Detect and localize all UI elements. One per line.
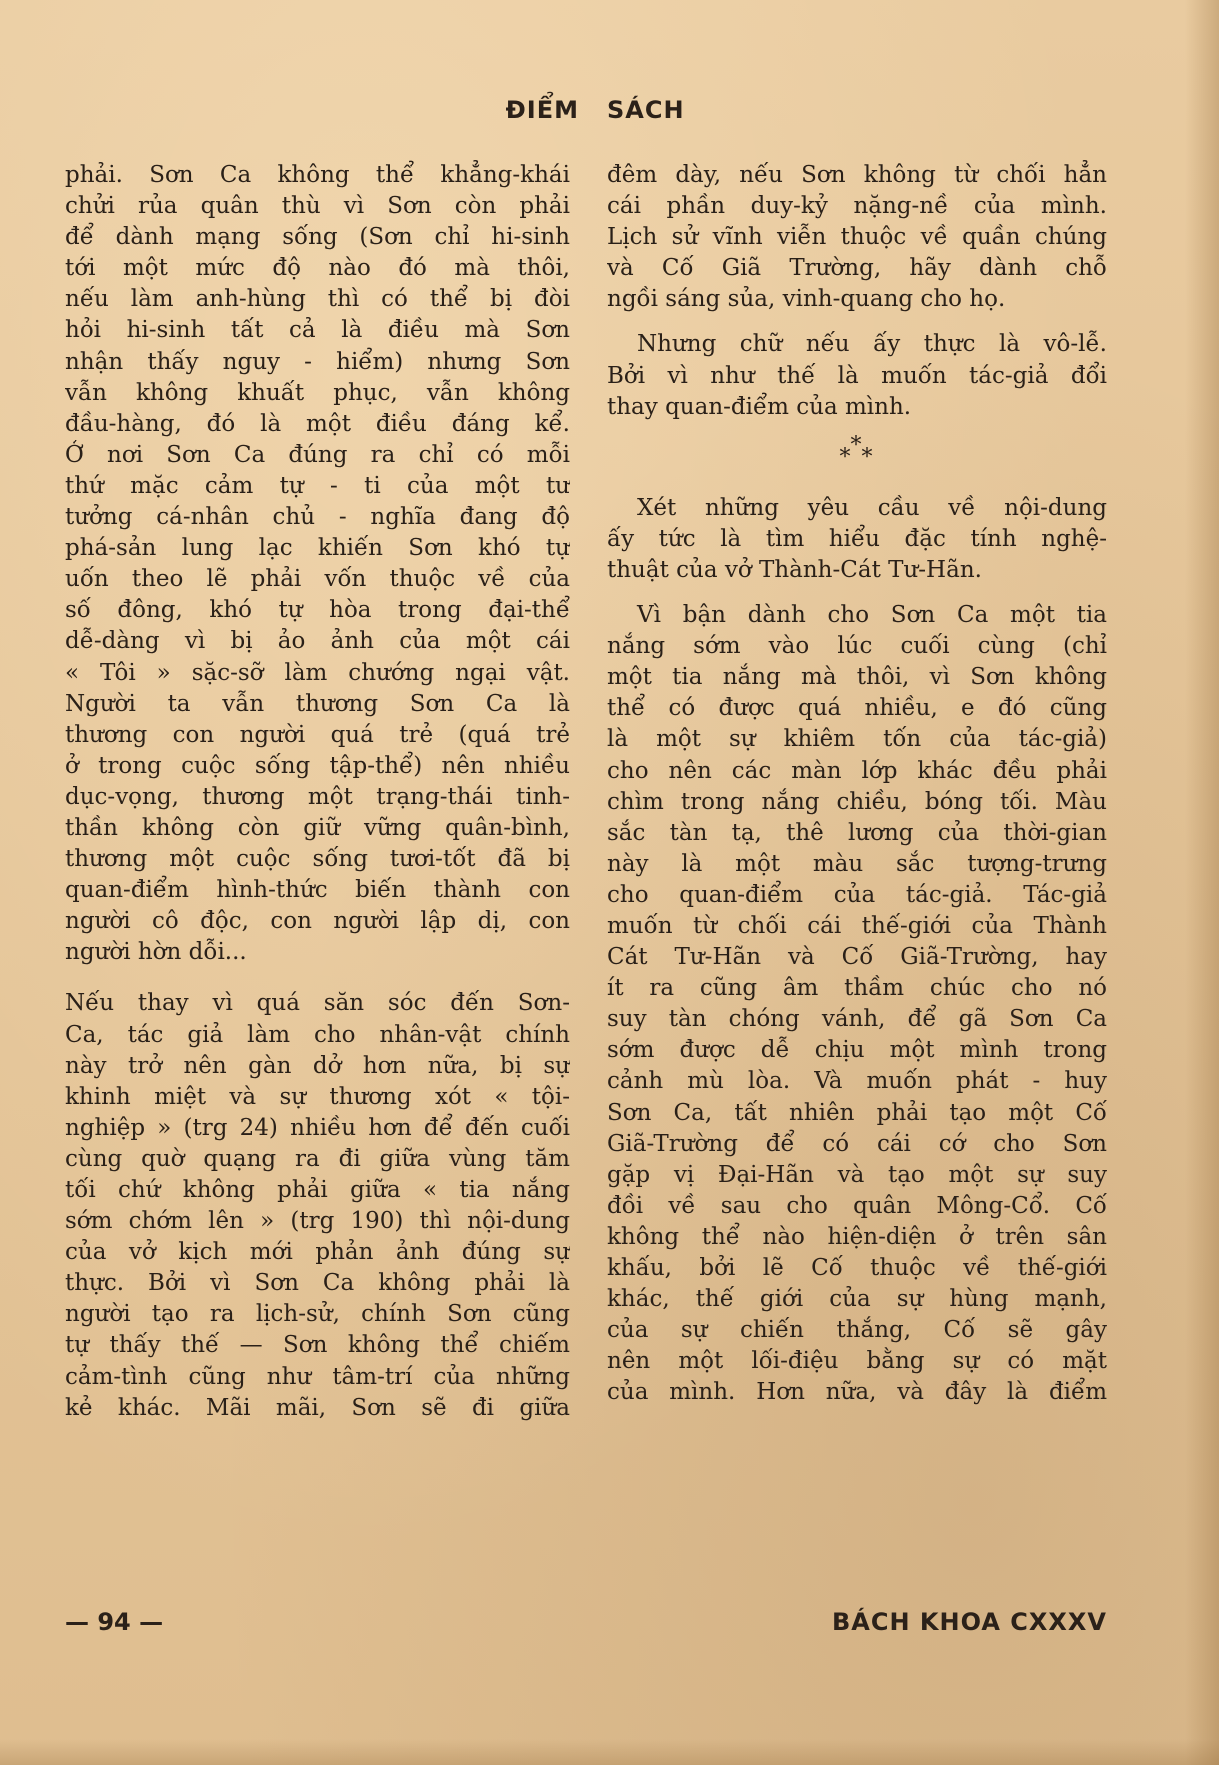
text-line: của mình. Hơn nữa, và đây là điểm [607,1379,1107,1406]
header-right-word: SÁCH [607,96,685,124]
page-bottom-shadow [0,1739,1219,1765]
text-line: thần không còn giữ vững quân-bình, [65,814,570,841]
text-line: nếu làm anh-hùng thì có thể bị đòi [65,286,570,313]
text-line: một tia nắng mà thôi, vì Sơn không [607,664,1107,691]
text-line: thể có được quá nhiều, e đó cũng [607,695,1107,722]
text-line: phá-sản lung lạc khiến Sơn khó tự [65,535,570,562]
text-line: Nếu thay vì quá săn sóc đến Sơn- [65,990,570,1017]
text-line: sớm chớm lên » (trg 190) thì nội-dung [65,1208,570,1235]
text-line: thứ mặc cảm tự - ti của một tư [65,472,570,499]
text-line: đầu-hàng, đó là một điều đáng kể. [65,410,570,437]
text-line: ấy tức là tìm hiểu đặc tính nghệ- [607,525,1107,552]
text-line: sớm được dễ chịu một mình trong [607,1037,1107,1064]
page-number: — 94 — [65,1608,164,1636]
text-line: tới một mức độ nào đó mà thôi, [65,255,570,282]
text-line: là một sự khiêm tốn của tác-giả) [607,726,1107,753]
text-line: tối chứ không phải giữa « tia nắng [65,1177,570,1203]
text-line: của vở kịch mới phản ảnh đúng sự [65,1239,570,1266]
right-paragraph-1 [607,160,1107,315]
text-line: và Cố Giã Trường, hãy dành chỗ [607,255,1107,282]
header-left-word: ĐIỂM [505,96,579,124]
text-line: ngồi sáng sủa, vinh-quang cho họ. [607,286,1006,313]
text-line: người cô độc, con người lập dị, con [65,908,570,935]
text-line: suy tàn chóng vánh, để gã Sơn Ca [607,1006,1107,1033]
text-line: thuật của vở Thành-Cát Tư-Hãn. [607,556,982,583]
text-line: thực. Bởi vì Sơn Ca không phải là [65,1270,570,1297]
right-paragraph-3 [607,493,1107,586]
text-line: khinh miệt và sự thương xót « tội- [65,1083,570,1110]
text-line: ở trong cuộc sống tập-thể) nên nhiều [65,752,570,779]
page-edge-shadow [1185,0,1219,1765]
text-line: Lịch sử vĩnh viễn thuộc về quần chúng [607,224,1107,251]
text-line: nhận thấy nguy - hiểm) nhưng Sơn [65,348,570,375]
text-line: cái phần duy-kỷ nặng-nề của mình. [607,193,1107,220]
text-line: « Tôi » sặc-sỡ làm chướng ngại vật. [65,659,570,686]
text-line: thương một cuộc sống tươi-tốt đã bị [65,846,570,873]
text-line: quan-điểm hình-thức biến thành con [65,877,570,904]
text-line: chìm trong nắng chiều, bóng tối. Màu [607,788,1107,815]
text-line: người tạo ra lịch-sử, chính Sơn cũng [65,1301,570,1328]
left-paragraph-1 [65,160,570,968]
text-line: đồi về sau cho quân Mông-Cổ. Cố [607,1192,1107,1219]
text-line: sắc tàn tạ, thê lương của thời-gian [607,819,1107,846]
text-line: phải. Sơn Ca không thể khẳng-khái [65,162,570,188]
left-column [65,160,570,1424]
running-header [0,96,1219,136]
text-line: nên một lối-điệu bằng sự có mặt [607,1348,1107,1375]
magazine-issue: BÁCH KHOA CXXXV [832,1608,1107,1636]
text-line: người hờn dỗi... [65,939,247,966]
right-column [607,160,1107,1408]
text-line: Bởi vì như thế là muốn tác-giả đổi [607,362,1107,389]
text-line: này trở nên gàn dở hơn nữa, bị sự [65,1052,570,1079]
text-line: Nhưng chữ nếu ấy thực là vô-lễ. [637,331,1107,358]
text-line: Ca, tác giả làm cho nhân-vật chính [65,1021,570,1048]
text-line: tự thấy thế — Sơn không thể chiếm [65,1332,570,1359]
right-paragraph-2 [607,329,1107,422]
text-line: Giã-Trường để có cái cớ cho Sơn [607,1130,1107,1157]
text-line: Ở nơi Sơn Ca đúng ra chỉ có mỗi [65,441,570,468]
section-separator [607,423,1107,493]
text-line: kẻ khác. Mãi mãi, Sơn sẽ đi giữa [65,1394,570,1421]
text-line: để dành mạng sống (Sơn chỉ hi-sinh [65,224,570,251]
text-line: Cát Tư-Hãn và Cố Giã-Trường, hay [607,944,1107,971]
text-line: chửi rủa quân thù vì Sơn còn phải [65,193,570,220]
text-line: số đông, khó tự hòa trong đại-thể [65,597,570,624]
text-line: khấu, bởi lẽ Cố thuộc về thế-giới [607,1255,1107,1281]
text-line: dễ-dàng vì bị ảo ảnh của một cái [65,628,570,655]
text-line: của sự chiến thắng, Cố sẽ gây [607,1317,1107,1344]
text-line: cảm-tình cũng như tâm-trí của những [65,1363,570,1390]
text-line: Vì bận dành cho Sơn Ca một tia [637,602,1107,629]
text-line: uốn theo lẽ phải vốn thuộc về của [65,566,570,593]
text-line: cho nên các màn lớp khác đều phải [607,757,1107,784]
text-line: Người ta vẫn thương Sơn Ca là [65,690,570,717]
text-line: đêm dày, nếu Sơn không từ chối hẳn [607,162,1107,188]
text-line: muốn từ chối cái thế-giới của Thành [607,912,1107,939]
text-line: vẫn không khuất phục, vẫn không [65,379,570,406]
text-line: tưởng cá-nhân chủ - nghĩa đang độ [65,504,570,531]
text-line: gặp vị Đại-Hãn và tạo một sự suy [607,1161,1107,1188]
text-line: này là một màu sắc tượng-trưng [607,850,1107,877]
text-line: không thể nào hiện-diện ở trên sân [607,1223,1107,1250]
text-line: khác, thế giới của sự hùng mạnh, [607,1286,1107,1313]
right-paragraph-4 [607,600,1107,1408]
text-line: Xét những yêu cầu về nội-dung [637,494,1107,521]
text-line: cảnh mù lòa. Và muốn phát - huy [607,1068,1107,1095]
text-line: thương con người quá trẻ (quá trẻ [65,721,570,748]
text-line: ít ra cũng âm thầm chúc cho nó [607,975,1107,1002]
text-line: cùng quờ quạng ra đi giữa vùng tăm [65,1145,570,1172]
text-line: nắng sớm vào lúc cuối cùng (chỉ [607,633,1107,660]
text-line: nghiệp » (trg 24) nhiều hơn để đến cuối [65,1114,570,1141]
separator-asterisks: * * * [839,432,875,470]
text-line: dục-vọng, thương một trạng-thái tinh- [65,783,570,810]
text-line: hỏi hi-sinh tất cả là điều mà Sơn [65,317,570,344]
text-line: thay quan-điểm của mình. [607,393,912,420]
left-paragraph-2 [65,988,570,1423]
text-line: cho quan-điểm của tác-giả. Tác-giả [607,881,1107,908]
text-line: Sơn Ca, tất nhiên phải tạo một Cố [607,1099,1107,1126]
